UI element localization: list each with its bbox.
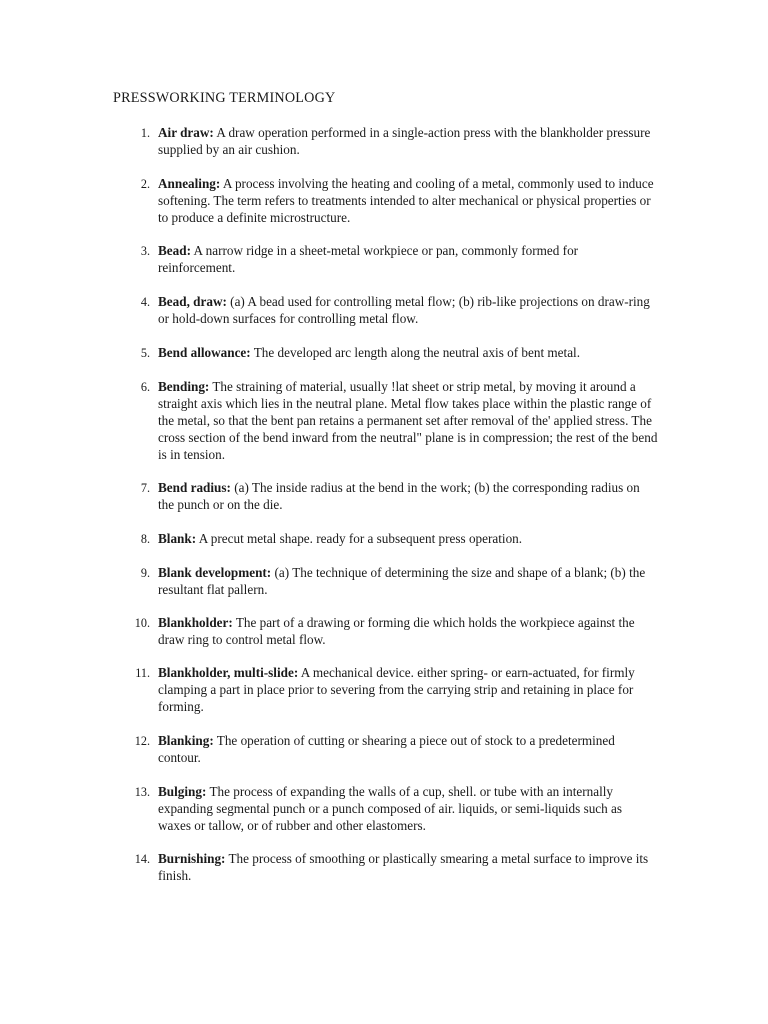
item-term: Blankholder, multi-slide: bbox=[158, 665, 299, 680]
item-term: Blankholder: bbox=[158, 615, 233, 630]
item-definition: (a) The inside radius at the bend in the work; (b) the corresponding radius on the punch or on the die. bbox=[158, 480, 640, 512]
item-text bbox=[158, 293, 658, 327]
item-term: Annealing: bbox=[158, 176, 221, 191]
item-text bbox=[158, 242, 658, 276]
item-definition: A draw operation performed in a single-action press with the blankholder pressure supplied by an air cushion. bbox=[158, 125, 651, 157]
item-term: Blank development: bbox=[158, 565, 272, 580]
item-number: 4. bbox=[140, 295, 150, 309]
item-term: Bulging: bbox=[158, 784, 207, 799]
item-definition: The operation of cutting or shearing a piece out of stock to a predetermined contour. bbox=[158, 733, 615, 765]
item-number: 13. bbox=[134, 785, 150, 799]
item-text bbox=[158, 378, 658, 463]
item-text bbox=[158, 175, 658, 226]
item-number: 8. bbox=[140, 532, 150, 546]
item-term: Blanking: bbox=[158, 733, 214, 748]
item-definition: (a) A bead used for controlling metal flow; (b) rib-like projections on draw-ring or hold-down surfaces for controlling metal flow. bbox=[158, 294, 650, 326]
item-number: 12. bbox=[134, 734, 150, 748]
item-number: 9. bbox=[140, 566, 150, 580]
item-text bbox=[158, 530, 658, 547]
item-definition: A mechanical device. either spring- or earn-actuated, for firmly clamping a part in place prior to severing from the carrying strip and retaining in place for forming. bbox=[158, 665, 635, 714]
item-text bbox=[158, 614, 658, 648]
item-text bbox=[158, 124, 658, 158]
item-term: Blank: bbox=[158, 531, 197, 546]
item-term: Bend allowance: bbox=[158, 345, 251, 360]
item-text bbox=[158, 732, 658, 766]
item-term: Bead: bbox=[158, 243, 191, 258]
item-definition: The process of expanding the walls of a cup, shell. or tube with an internally expanding segmental punch or a punch composed of air. liquids, or semi-liquids such as waxes or tallow, or of rubber and other elastomers. bbox=[158, 784, 623, 833]
item-definition: The straining of material, usually !lat sheet or strip metal, by moving it around a straight axis which lies in the neutral plane. Metal flow takes place within the plastic range of the metal, so that the bent pan retains a permanent set after removal of the' applied stress. The cross section of the bend inward from the neutral" plane is in compression; the rest of the bend is in tension. bbox=[158, 379, 658, 462]
item-number: 7. bbox=[140, 481, 150, 495]
item-definition: The part of a drawing or forming die which holds the workpiece against the draw ring to control metal flow. bbox=[158, 615, 635, 647]
item-text bbox=[158, 850, 658, 884]
item-number: 1. bbox=[140, 126, 150, 140]
item-number: 5. bbox=[140, 346, 150, 360]
item-number: 10. bbox=[134, 616, 150, 630]
item-number: 6. bbox=[140, 380, 150, 394]
item-definition: The developed arc length along the neutral axis of bent metal. bbox=[253, 345, 581, 360]
item-definition: (a) The technique of determining the size and shape of a blank; (b) the resultant flat pallern. bbox=[158, 565, 646, 597]
item-definition: A precut metal shape. ready for a subsequent press operation. bbox=[198, 531, 523, 546]
document-title: PRESSWORKING TERMINOLOGY bbox=[113, 90, 336, 106]
item-definition: The process of smoothing or plastically smearing a metal surface to improve its finish. bbox=[158, 851, 649, 883]
item-text bbox=[158, 479, 658, 513]
item-definition: A narrow ridge in a sheet-metal workpiece or pan, commonly formed for reinforcement. bbox=[158, 243, 579, 275]
item-number: 14. bbox=[134, 852, 150, 866]
item-term: Air draw: bbox=[158, 125, 214, 140]
item-term: Bend radius: bbox=[158, 480, 231, 495]
item-text bbox=[158, 344, 658, 361]
item-term: Bead, draw: bbox=[158, 294, 227, 309]
item-number: 2. bbox=[140, 177, 150, 191]
item-text bbox=[158, 783, 658, 834]
item-term: Burnishing: bbox=[158, 851, 226, 866]
item-text bbox=[158, 664, 658, 715]
item-term: Bending: bbox=[158, 379, 210, 394]
item-definition: A process involving the heating and cooling of a metal, commonly used to induce softening. The term refers to treatments intended to alter mechanical or physical properties or to produce a definite microstructure. bbox=[158, 176, 654, 225]
item-number: 11. bbox=[135, 666, 150, 680]
item-text bbox=[158, 564, 658, 598]
item-number: 3. bbox=[140, 244, 150, 258]
